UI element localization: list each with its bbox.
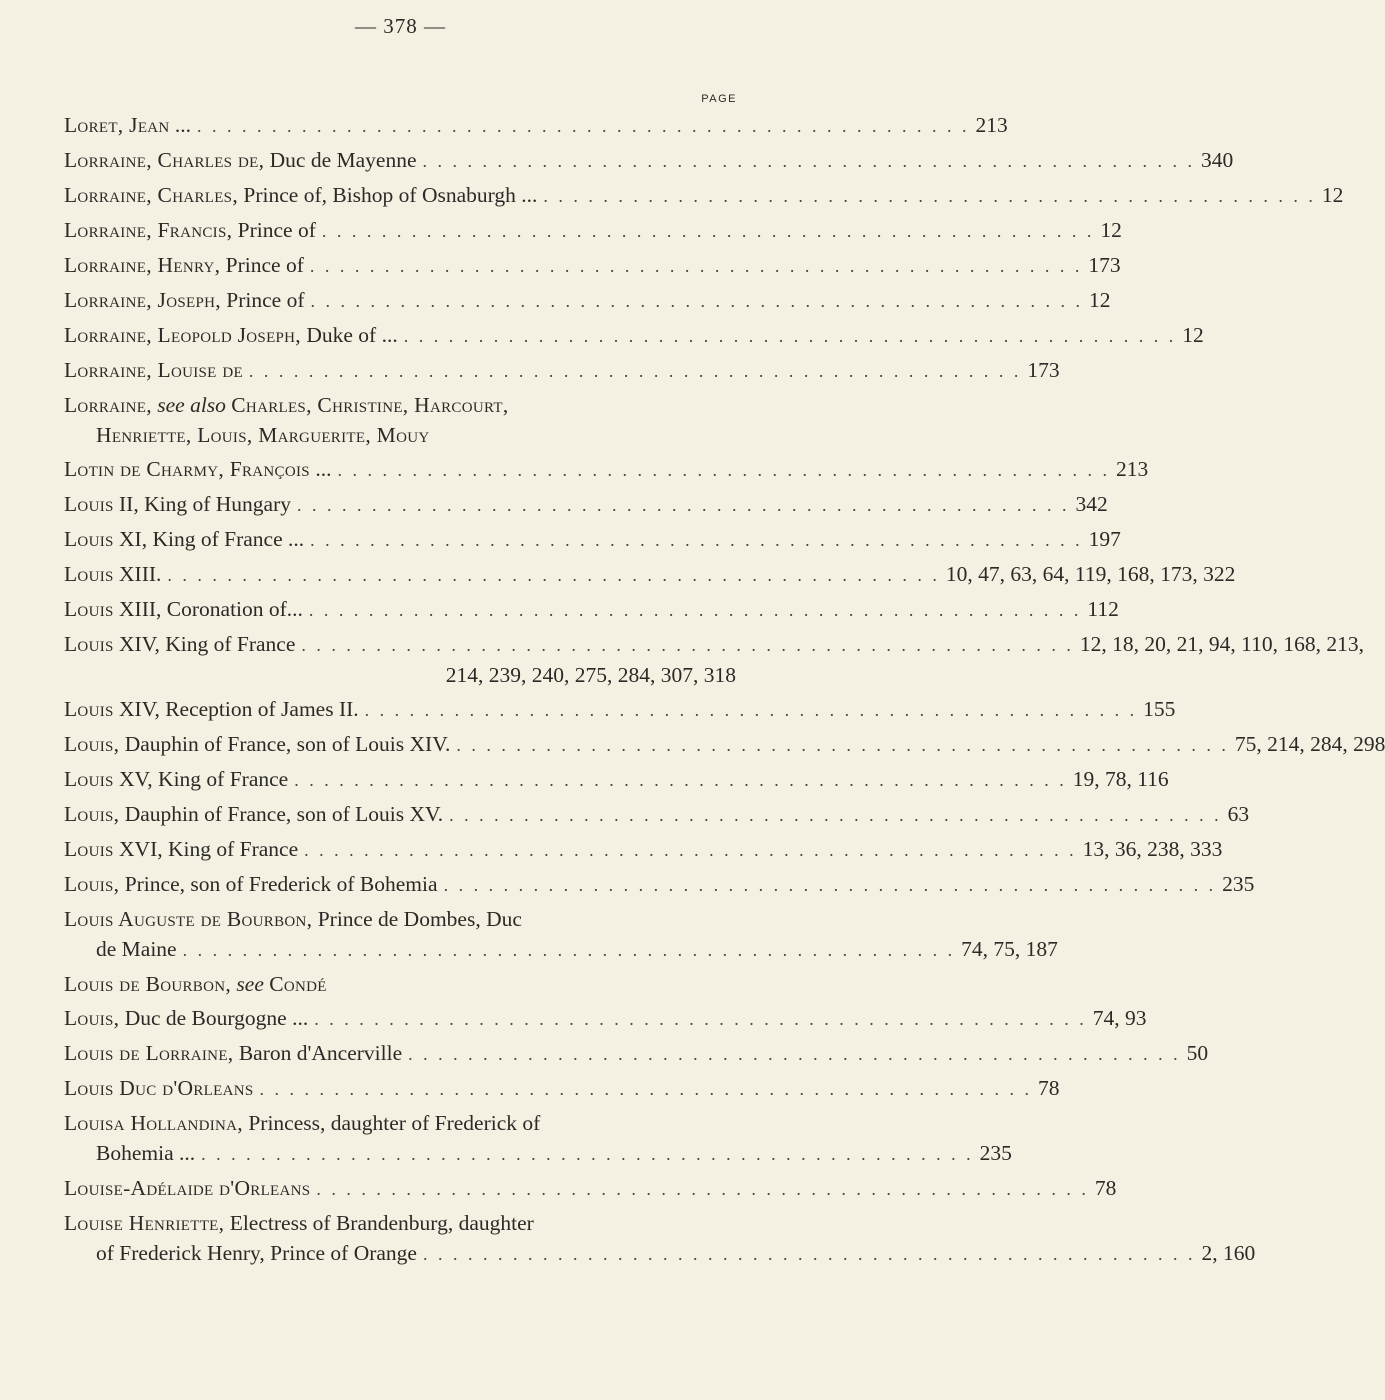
entry-heading (64, 559, 161, 589)
entry-heading (64, 454, 331, 484)
index-entry (64, 1003, 1147, 1034)
leader-dots: . . . . . . . . . . . . . . . . . . . . . . . . . . . . . . . . . . . . . . . . . . . . . . . . . . . . (296, 495, 1070, 515)
entry-heading (64, 1208, 534, 1238)
entry-description: Prince of (220, 253, 304, 277)
entry-name: Louis, (64, 872, 120, 896)
entry-name: Lorraine, Francis, (64, 218, 233, 242)
entry-name: Louis Auguste de Bourbon, (64, 907, 313, 931)
entry-description: ... (169, 113, 192, 137)
entry-pages: 197 (1088, 527, 1121, 551)
entry-description: XIV, Reception of James II. (113, 697, 359, 721)
index-entry (64, 215, 1122, 246)
entry-pages: 19, 78, 116 (1072, 767, 1169, 791)
index-entry (64, 834, 1223, 865)
entry-description: Dauphin of France, son of Louis XV. (119, 802, 444, 826)
entry-pages: 213 (1115, 457, 1149, 481)
entry-line (64, 869, 1255, 900)
entry-line (64, 904, 736, 934)
entry-line (64, 1173, 1117, 1204)
index-entry (64, 524, 1121, 555)
entry-heading (64, 694, 359, 724)
entry-heading (64, 390, 509, 420)
entry-continuation (64, 660, 736, 690)
entry-line (64, 355, 1060, 386)
entry-line (64, 145, 1234, 176)
leader-dots: . . . . . . . . . . . . . . . . . . . . . . . . . . . . . . . . . . . . . . . . . . . . . . . . . . . . (314, 1009, 1087, 1029)
entry-line (64, 1208, 736, 1238)
entry-description: Duc de Mayenne (264, 148, 417, 172)
entry-description: de Maine (96, 937, 177, 961)
index-entry (64, 594, 1119, 625)
leader-dots: . . . . . . . . . . . . . . . . . . . . . . . . . . . . . . . . . . . . . . . . . . . . . . . . . . . . (543, 186, 1316, 206)
index-entry (64, 355, 1060, 386)
entry-name: Lorraine, (64, 393, 152, 417)
entry-line (64, 969, 736, 999)
entry-pages: 63 (1227, 802, 1250, 826)
leader-dots: . . . . . . . . . . . . . . . . . . . . . . . . . . . . . . . . . . . . . . . . . . . . . . . . . . . . (310, 291, 1083, 311)
entry-continuation (64, 1238, 1256, 1269)
entry-line (64, 729, 1385, 760)
leader-dots: . . . . . . . . . . . . . . . . . . . . . . . . . . . . . . . . . . . . . . . . . . . . . . . . . . . . (443, 875, 1217, 895)
entry-description: Baron d'Ancerville (233, 1041, 403, 1065)
entry-line (64, 1073, 1060, 1104)
entry-heading (64, 904, 522, 934)
entry-line (64, 285, 1111, 316)
leader-dots: . . . . . . . . . . . . . . . . . . . . . . . . . . . . . . . . . . . . . . . . . . . . . . . . . . . . (321, 221, 1095, 241)
index-entry (64, 1108, 1012, 1169)
leader-dots: . . . . . . . . . . . . . . . . . . . . . . . . . . . . . . . . . . . . . . . . . . . . . . . . . . . . (309, 256, 1083, 276)
leader-dots: . . . . . . . . . . . . . . . . . . . . . . . . . . . . . . . . . . . . . . . . . . . . . . . . . . . . (403, 326, 1177, 346)
entry-description: XIII. (113, 562, 162, 586)
entry-name: Louis (64, 632, 114, 656)
entry-line (64, 629, 1364, 660)
entry-pages: 74, 75, 187 (961, 937, 1058, 961)
entry-line (64, 799, 1250, 830)
entry-continuation (64, 1138, 1012, 1169)
entry-heading (64, 594, 303, 624)
index-entry (64, 904, 1058, 965)
leader-dots: . . . . . . . . . . . . . . . . . . . . . . . . . . . . . . . . . . . . . . . . . . . . . . . . . . . . (316, 1179, 1089, 1199)
entry-description: Duke of ... (300, 323, 398, 347)
entry-name: Louisa Hollandina, (64, 1111, 243, 1135)
entry-name: Louis de Lorraine, (64, 1041, 234, 1065)
entry-pages: 12 (1321, 183, 1344, 207)
page-column-header: PAGE (701, 93, 737, 105)
entry-line (64, 454, 1149, 485)
entry-name: Lorraine, Louise de (64, 358, 243, 382)
entry-heading (64, 110, 191, 140)
entry-see-reference: see (236, 972, 264, 996)
entry-heading (64, 180, 537, 210)
entry-description: II, King of Hungary (113, 492, 291, 516)
index-entry (64, 489, 1108, 520)
entry-name: Lorraine, Joseph, (64, 288, 221, 312)
entry-description: XIV, King of France (113, 632, 296, 656)
entry-name: Louis (64, 597, 114, 621)
entry-pages: 74, 93 (1092, 1006, 1147, 1030)
entry-heading (64, 729, 450, 759)
entry-pages: 12 (1100, 218, 1122, 242)
entry-pages: 75, 214, 284, 298 (1234, 732, 1385, 756)
entry-description: XI, King of France ... (113, 527, 305, 551)
index-entry (64, 799, 1250, 830)
entry-name: Louise-Adélaide d'Orleans (64, 1176, 311, 1200)
entry-description: Princess, daughter of Frederick of (242, 1111, 541, 1135)
entry-name: Lotin de Charmy, François (64, 457, 310, 481)
entry-heading (64, 1173, 310, 1203)
index-entry (64, 454, 1149, 485)
entry-name: Lorraine, Charles, (64, 183, 239, 207)
entry-description: XVI, King of France (113, 837, 299, 861)
entry-line (64, 489, 1108, 520)
entry-cross-reference: Charles, Christine, Harcourt, (231, 393, 509, 417)
entry-description: Prince de Dombes, Duc (312, 907, 522, 931)
leader-dots: . . . . . . . . . . . . . . . . . . . . . . . . . . . . . . . . . . . . . . . . . . . . . . . . . . . . (304, 840, 1077, 860)
entry-heading (64, 355, 243, 385)
entry-name: Lorraine, Charles de, (64, 148, 265, 172)
entry-pages: 78 (1094, 1176, 1117, 1200)
index-entry (64, 110, 1008, 141)
entry-description: Prince of (232, 218, 316, 242)
entry-name: Lorraine, Leopold Joseph, (64, 323, 301, 347)
index-entry (64, 390, 736, 450)
entry-description: Prince of, Bishop of Osnaburgh ... (238, 183, 538, 207)
entry-continuation (64, 420, 736, 450)
entry-heading (64, 1003, 308, 1033)
index-entry (64, 559, 1236, 590)
leader-dots: . . . . . . . . . . . . . . . . . . . . . . . . . . . . . . . . . . . . . . . . . . . . . . . . . . . . (294, 770, 1067, 790)
entry-pages: 12, 18, 20, 21, 94, 110, 168, 213, (1079, 632, 1364, 656)
leader-dots: . . . . . . . . . . . . . . . . . . . . . . . . . . . . . . . . . . . . . . . . . . . . . . . . . . . . (259, 1079, 1033, 1099)
index-entry (64, 320, 1204, 351)
entry-description: ... (309, 457, 332, 481)
entry-heading (64, 285, 305, 315)
entry-cross-reference: Condé (269, 972, 327, 996)
entry-heading (64, 320, 398, 350)
entry-description: Prince of (220, 288, 305, 312)
entry-pages: 340 (1201, 148, 1234, 172)
entry-heading (64, 215, 316, 245)
entry-heading (64, 969, 327, 999)
entry-name: Louis de Bourbon, (64, 972, 232, 996)
entry-line (64, 594, 1119, 625)
page-folio: — 378 — (355, 14, 446, 38)
entry-description: Prince, son of Frederick of Bohemia (119, 872, 438, 896)
entry-pages: 235 (979, 1141, 1012, 1165)
entry-description: XIII, Coronation of... (113, 597, 303, 621)
leader-dots: . . . . . . . . . . . . . . . . . . . . . . . . . . . . . . . . . . . . . . . . . . . . . . . . . . . . (364, 700, 1138, 720)
index-entry (64, 969, 736, 999)
entry-pages: 342 (1075, 492, 1108, 516)
entry-continuation (64, 934, 1058, 965)
index-entry (64, 1173, 1117, 1204)
index-entry (64, 1208, 1256, 1269)
entry-line (64, 559, 1236, 590)
entry-name: Loret, Jean (64, 113, 170, 137)
leader-dots: . . . . . . . . . . . . . . . . . . . . . . . . . . . . . . . . . . . . . . . . . . . . . . . . . . . . (337, 460, 1110, 480)
leader-dots: . . . . . . . . . . . . . . . . . . . . . . . . . . . . . . . . . . . . . . . . . . . . . . . . . . . . (422, 1244, 1196, 1264)
leader-dots: . . . . . . . . . . . . . . . . . . . . . . . . . . . . . . . . . . . . . . . . . . . . . . . . . . . . (422, 151, 1196, 171)
leader-dots: . . . . . . . . . . . . . . . . . . . . . . . . . . . . . . . . . . . . . . . . . . . . . . . . . . . . (408, 1044, 1181, 1064)
entry-pages: 155 (1143, 697, 1176, 721)
entry-heading (64, 250, 304, 280)
entry-pages: 13, 36, 238, 333 (1082, 837, 1223, 861)
entry-heading (64, 869, 438, 899)
entry-name: Louis (64, 492, 114, 516)
entry-name: Louis, (64, 802, 120, 826)
entry-description: Dauphin of France, son of Louis XIV. (119, 732, 451, 756)
entry-description: Duc de Bourgogne ... (119, 1006, 309, 1030)
entry-name: Louis (64, 527, 114, 551)
leader-dots: . . . . . . . . . . . . . . . . . . . . . . . . . . . . . . . . . . . . . . . . . . . . . . . . . . . . (167, 565, 940, 585)
entry-line (64, 1038, 1209, 1069)
index-entries (64, 110, 1385, 1273)
entry-heading (64, 834, 298, 864)
entry-pages: 2, 160 (1201, 1241, 1256, 1265)
entry-pages: 235 (1222, 872, 1255, 896)
entry-pages: 12 (1182, 323, 1204, 347)
entry-name: Lorraine, Henry, (64, 253, 221, 277)
entry-name: Louise Henriette, (64, 1211, 225, 1235)
entry-pages: 50 (1186, 1041, 1209, 1065)
entry-heading (64, 799, 443, 829)
index-entry (64, 180, 1344, 211)
entry-pages: 10, 47, 63, 64, 119, 168, 173, 322 (945, 562, 1236, 586)
entry-description: XV, King of France (113, 767, 289, 791)
entry-see-reference: see also (157, 393, 226, 417)
index-entry (64, 285, 1111, 316)
entry-line (64, 250, 1121, 281)
index-entry (64, 1038, 1209, 1069)
index-entry (64, 250, 1121, 281)
entry-heading (64, 1038, 402, 1068)
entry-pages: 213 (975, 113, 1008, 137)
index-entry (64, 729, 1385, 760)
leader-dots: . . . . . . . . . . . . . . . . . . . . . . . . . . . . . . . . . . . . . . . . . . . . . . . . . . . . (310, 530, 1083, 550)
leader-dots: . . . . . . . . . . . . . . . . . . . . . . . . . . . . . . . . . . . . . . . . . . . . . . . . . . . . (456, 735, 1229, 755)
entry-name: Louis Duc d'Orleans (64, 1076, 254, 1100)
entry-line (64, 764, 1169, 795)
entry-heading (64, 764, 288, 794)
index-entry (64, 1073, 1060, 1104)
entry-name: Louis, (64, 732, 120, 756)
leader-dots: . . . . . . . . . . . . . . . . . . . . . . . . . . . . . . . . . . . . . . . . . . . . . . . . . . . . (197, 116, 970, 136)
index-entry (64, 629, 1364, 690)
leader-dots: . . . . . . . . . . . . . . . . . . . . . . . . . . . . . . . . . . . . . . . . . . . . . . . . . . . . (201, 1144, 974, 1164)
entry-heading (64, 489, 291, 519)
entry-line (64, 524, 1121, 555)
entry-name: Louis, (64, 1006, 120, 1030)
entry-cross-reference: Henriette, Louis, Marguerite, Mouy (96, 423, 430, 447)
index-entry (64, 145, 1234, 176)
entry-line (64, 320, 1204, 351)
entry-description: Electress of Brandenburg, daughter (224, 1211, 534, 1235)
leader-dots: . . . . . . . . . . . . . . . . . . . . . . . . . . . . . . . . . . . . . . . . . . . . . . . . . . . . (308, 600, 1082, 620)
entry-heading (64, 524, 304, 554)
entry-heading (64, 145, 417, 175)
index-entry (64, 764, 1169, 795)
entry-name: Louis (64, 767, 114, 791)
index-entry (64, 869, 1255, 900)
entry-heading (64, 629, 295, 659)
entry-line (64, 694, 1176, 725)
entry-line (64, 390, 736, 420)
entry-pages: 78 (1038, 1076, 1060, 1100)
entry-line (64, 1003, 1147, 1034)
entry-pages: 12 (1089, 288, 1111, 312)
leader-dots: . . . . . . . . . . . . . . . . . . . . . . . . . . . . . . . . . . . . . . . . . . . . . . . . . . . . (449, 805, 1222, 825)
entry-description: Bohemia ... (96, 1141, 196, 1165)
entry-pages: 112 (1087, 597, 1119, 621)
index-entry (64, 694, 1176, 725)
entry-line (64, 834, 1223, 865)
entry-pages: 173 (1088, 253, 1121, 277)
entry-line (64, 215, 1122, 246)
leader-dots: . . . . . . . . . . . . . . . . . . . . . . . . . . . . . . . . . . . . . . . . . . . . . . . . . . . . (182, 940, 956, 960)
leader-dots: . . . . . . . . . . . . . . . . . . . . . . . . . . . . . . . . . . . . . . . . . . . . . . . . . . . . (248, 361, 1022, 381)
entry-name: Louis (64, 562, 114, 586)
entry-line (64, 1108, 736, 1138)
entry-name: Louis (64, 697, 114, 721)
leader-dots: . . . . . . . . . . . . . . . . . . . . . . . . . . . . . . . . . . . . . . . . . . . . . . . . . . . . (301, 635, 1074, 655)
entry-heading (64, 1073, 254, 1103)
entry-heading (64, 1108, 540, 1138)
entry-pages: 214, 239, 240, 275, 284, 307, 318 (445, 663, 736, 687)
entry-line (64, 180, 1344, 211)
entry-pages: 173 (1027, 358, 1060, 382)
entry-name: Louis (64, 837, 114, 861)
entry-line (64, 110, 1008, 141)
entry-description: of Frederick Henry, Prince of Orange (96, 1241, 417, 1265)
